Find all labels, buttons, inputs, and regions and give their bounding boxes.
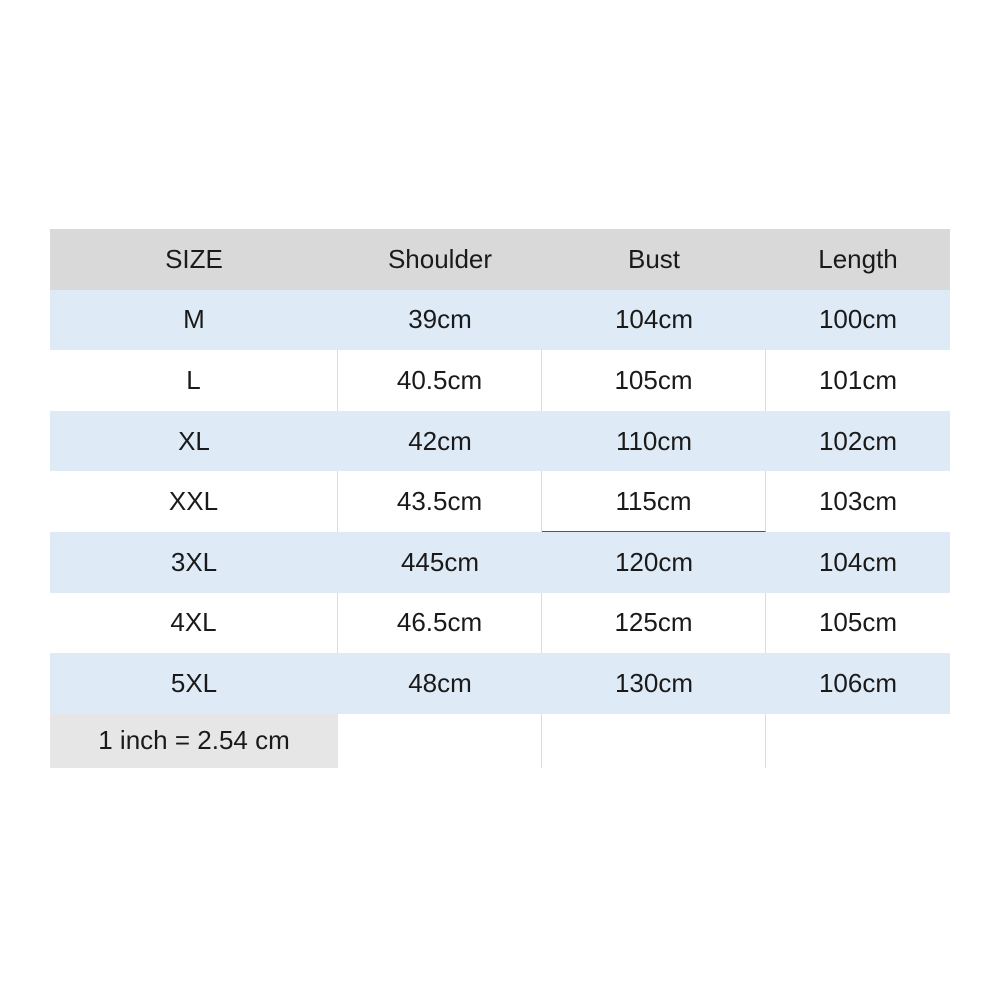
header-size: SIZE (165, 243, 223, 274)
table-row (50, 593, 950, 654)
bust-cell: 115cm (542, 471, 766, 532)
empty-cell (338, 714, 542, 768)
length-cell: 104cm (818, 546, 898, 577)
shoulder-cell: 48cm (408, 667, 472, 698)
shoulder-cell: 445cm (400, 546, 480, 577)
table-row (50, 532, 950, 593)
size-chart-table (50, 229, 950, 768)
table-row (50, 653, 950, 714)
bust-cell: 125cm (542, 593, 766, 654)
size-cell: 5XL (170, 667, 218, 698)
table-row (50, 471, 950, 532)
header-length: Length (818, 243, 898, 274)
shoulder-cell: 46.5cm (338, 593, 542, 654)
table-header-row (50, 229, 950, 290)
size-cell: 3XL (170, 546, 218, 577)
size-cell: L (50, 350, 338, 411)
bust-cell: 110cm (615, 425, 693, 456)
shoulder-cell: 39cm (408, 304, 472, 335)
table-row (50, 350, 950, 411)
table-footer-row (50, 714, 950, 768)
length-cell: 100cm (818, 304, 898, 335)
length-cell: 105cm (818, 607, 898, 638)
table-row (50, 290, 950, 351)
bust-cell: 105cm (542, 350, 766, 411)
table-row (50, 411, 950, 472)
length-cell: 102cm (818, 425, 898, 456)
shoulder-cell: 40.5cm (338, 350, 542, 411)
length-cell: 106cm (818, 667, 898, 698)
bust-cell: 104cm (614, 304, 694, 335)
size-cell: XXL (50, 471, 338, 532)
shoulder-cell: 42cm (408, 425, 472, 456)
size-cell: M (183, 304, 205, 335)
bust-cell: 130cm (614, 667, 694, 698)
empty-cell (766, 714, 950, 768)
shoulder-cell: 43.5cm (338, 471, 542, 532)
length-cell: 101cm (818, 364, 898, 395)
header-bust: Bust (627, 243, 681, 274)
size-cell: 4XL (50, 593, 338, 654)
unit-conversion-note: 1 inch = 2.54 cm (50, 714, 338, 768)
length-cell: 103cm (818, 486, 898, 517)
header-shoulder: Shoulder (387, 243, 493, 274)
size-cell: XL (178, 425, 210, 456)
empty-cell (542, 714, 766, 768)
bust-cell: 120cm (614, 546, 694, 577)
